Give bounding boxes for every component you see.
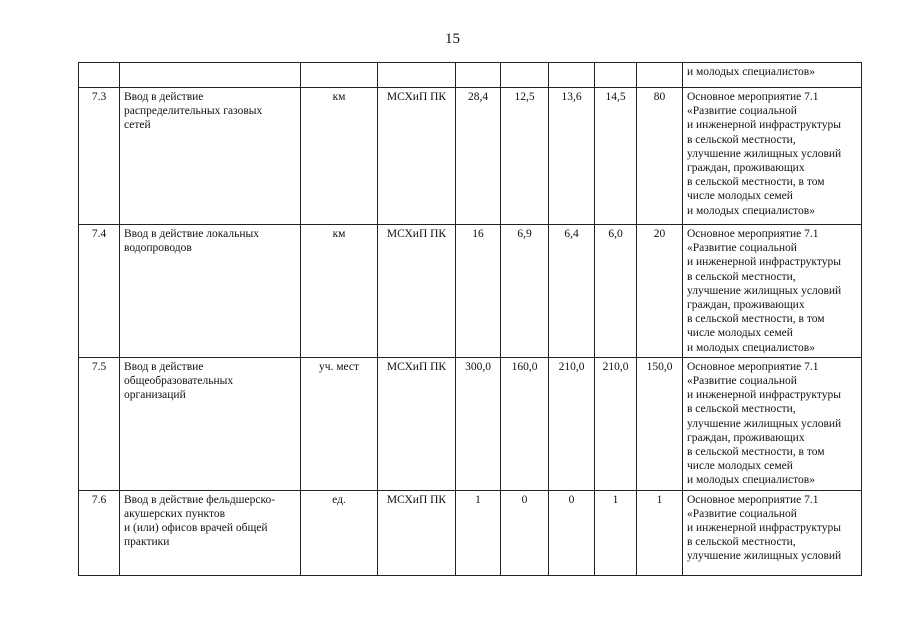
value-cell: 16 — [456, 225, 501, 358]
note-cell-line: граждан, проживающих — [687, 299, 805, 312]
indicator-name-cell — [120, 357, 301, 490]
table-row-continuation — [79, 63, 862, 88]
value-cell: 1 — [595, 490, 637, 575]
note-cell-line: и инженерной инфраструктуры — [687, 256, 841, 269]
note-cell — [683, 225, 862, 358]
value-cell: 1 — [637, 490, 683, 575]
indicator-name-cell-line: Ввод в действие — [124, 91, 204, 103]
note-cell-line: и инженерной инфраструктуры — [687, 522, 841, 535]
note-cell-line: в сельской местности, в том — [687, 313, 825, 326]
empty-cell — [301, 63, 378, 88]
unit-cell: ед. — [301, 490, 378, 575]
value-cell: 80 — [637, 88, 683, 225]
indicator-name-cell-line: распределительных газовых — [124, 105, 263, 118]
note-cell — [683, 63, 862, 88]
value-cell: 210,0 — [595, 357, 637, 490]
note-cell-line: и молодых специалистов» — [687, 474, 815, 487]
table-row — [79, 225, 862, 358]
note-cell-line: в сельской местности, в том — [687, 446, 825, 459]
note-cell-line: числе молодых семей — [687, 460, 793, 473]
empty-cell — [501, 63, 549, 88]
value-cell: 14,5 — [595, 88, 637, 225]
source-cell: МСХиП ПК — [378, 490, 456, 575]
note-cell-line: Основное мероприятие 7.1 — [687, 360, 819, 373]
note-cell-line: в сельской местности, — [687, 270, 796, 283]
indicator-name-cell — [120, 225, 301, 358]
value-cell: 300,0 — [456, 357, 501, 490]
indicator-name-cell-line: организаций — [124, 389, 186, 402]
indicator-name-cell — [120, 88, 301, 225]
note-cell-line: улучшение жилищных условий — [687, 550, 842, 563]
note-cell-line: «Развитие социальной — [687, 105, 797, 118]
note-cell-line: и молодых специалистов» — [687, 341, 815, 354]
unit-cell: уч. мест — [301, 357, 378, 490]
note-cell — [683, 88, 862, 225]
table-row — [79, 357, 862, 490]
value-cell: 20 — [637, 225, 683, 358]
indicator-name-cell — [120, 490, 301, 575]
note-cell-line: в сельской местности, — [687, 133, 796, 146]
note-cell — [683, 490, 862, 575]
indicator-name-cell-line: Ввод в действие фельдшерско- — [124, 493, 276, 506]
value-cell: 210,0 — [549, 357, 595, 490]
note-cell-line: Основное мероприятие 7.1 — [687, 228, 819, 240]
empty-cell — [549, 63, 595, 88]
source-cell: МСХиП ПК — [378, 357, 456, 490]
value-cell: 6,9 — [501, 225, 549, 358]
note-cell-line: граждан, проживающих — [687, 431, 805, 444]
empty-cell — [637, 63, 683, 88]
note-cell-line: и инженерной инфраструктуры — [687, 389, 841, 402]
note-cell-line: в сельской местности, — [687, 536, 796, 549]
indicator-name-cell-line: сетей — [124, 119, 151, 132]
table-body — [79, 63, 862, 576]
note-cell-line: числе молодых семей — [687, 190, 793, 203]
note-cell-line: и инженерной инфраструктуры — [687, 119, 841, 132]
note-cell-line: Основное мероприятие 7.1 — [687, 91, 819, 103]
row-number-cell: 7.4 — [79, 225, 120, 358]
value-cell: 28,4 — [456, 88, 501, 225]
note-cell-line: Основное мероприятие 7.1 — [687, 493, 819, 506]
row-number-cell: 7.5 — [79, 357, 120, 490]
value-cell: 0 — [549, 490, 595, 575]
note-cell-line: в сельской местности, в том — [687, 176, 825, 189]
empty-cell — [120, 63, 301, 88]
table-row — [79, 88, 862, 225]
value-cell: 1 — [456, 490, 501, 575]
indicators-table — [78, 62, 862, 576]
value-cell: 0 — [501, 490, 549, 575]
empty-cell — [456, 63, 501, 88]
value-cell: 150,0 — [637, 357, 683, 490]
indicator-name-cell-line: водопроводов — [124, 242, 192, 255]
table-row — [79, 490, 862, 575]
unit-cell: км — [301, 88, 378, 225]
indicator-name-cell-line: акушерских пунктов — [124, 507, 226, 520]
indicator-name-cell-line: общеобразовательных — [124, 375, 234, 388]
note-cell-line: числе молодых семей — [687, 327, 793, 340]
row-number-cell: 7.3 — [79, 88, 120, 225]
indicator-name-cell-line: практики — [124, 536, 170, 549]
empty-cell — [79, 63, 120, 88]
note-cell-line: и молодых специалистов» — [687, 66, 815, 78]
note-cell-line: улучшение жилищных условий — [687, 417, 842, 430]
value-cell: 12,5 — [501, 88, 549, 225]
value-cell: 160,0 — [501, 357, 549, 490]
source-cell: МСХиП ПК — [378, 88, 456, 225]
indicator-name-cell-line: и (или) офисов врачей общей — [124, 522, 268, 535]
indicator-name-cell-line: Ввод в действие — [124, 360, 204, 373]
page-number: 15 — [445, 31, 460, 47]
value-cell: 6,4 — [549, 225, 595, 358]
note-cell-line: «Развитие социальной — [687, 507, 797, 520]
unit-cell: км — [301, 225, 378, 358]
note-cell — [683, 357, 862, 490]
row-number-cell: 7.6 — [79, 490, 120, 575]
note-cell-line: граждан, проживающих — [687, 162, 805, 175]
note-cell-line: в сельской местности, — [687, 403, 796, 416]
source-cell: МСХиП ПК — [378, 225, 456, 358]
value-cell: 13,6 — [549, 88, 595, 225]
note-cell-line: улучшение жилищных условий — [687, 147, 842, 160]
empty-cell — [378, 63, 456, 88]
note-cell-line: улучшение жилищных условий — [687, 284, 842, 297]
indicator-name-cell-line: Ввод в действие локальных — [124, 228, 259, 240]
note-cell-line: «Развитие социальной — [687, 375, 797, 388]
note-cell-line: «Развитие социальной — [687, 242, 797, 255]
value-cell: 6,0 — [595, 225, 637, 358]
empty-cell — [595, 63, 637, 88]
note-cell-line: и молодых специалистов» — [687, 204, 815, 217]
